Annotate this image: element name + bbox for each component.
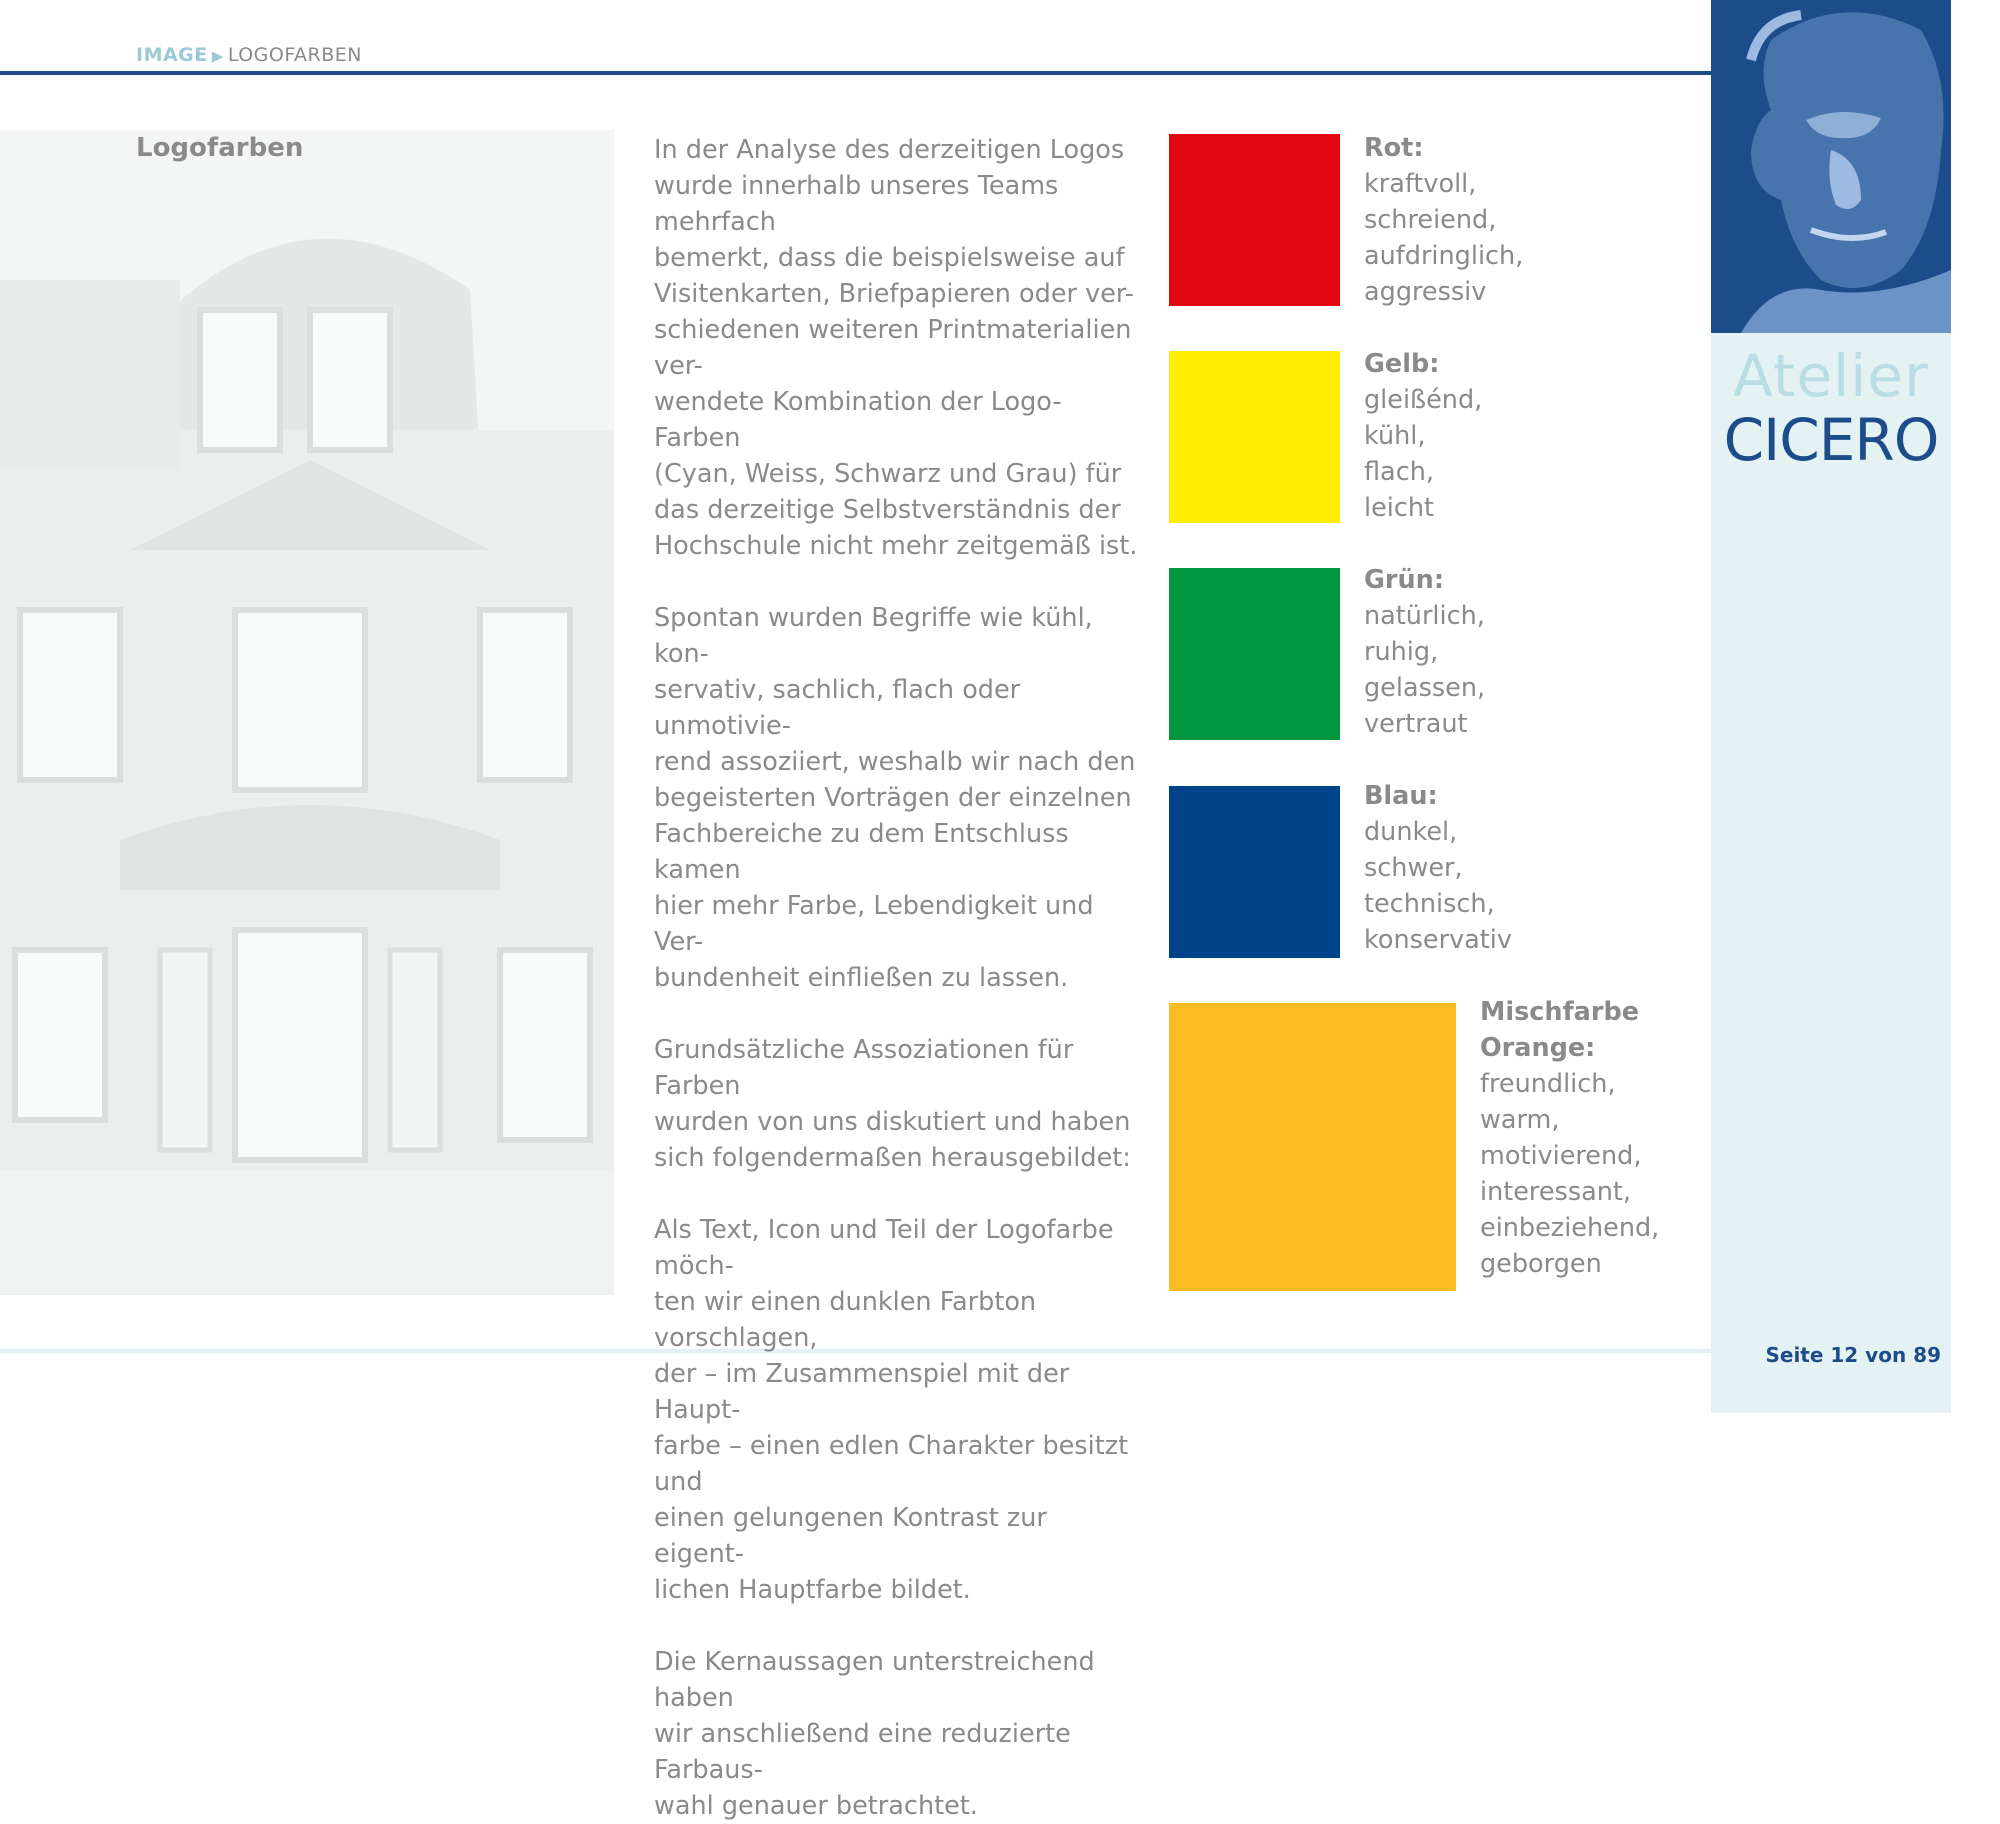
- color-desc-orange: freundlich, warm, motivierend, interessant, einbeziehend, geborgen: [1480, 1069, 1660, 1279]
- section-heading: Logofarben: [136, 133, 304, 163]
- label-yellow: [1364, 346, 1482, 526]
- swatch-red: [1169, 134, 1340, 306]
- breadcrumb-arrow-icon: ▶: [211, 47, 224, 65]
- color-name-green: Grün:: [1364, 565, 1445, 595]
- breadcrumb-section: IMAGE: [136, 44, 208, 66]
- label-red: [1364, 130, 1523, 310]
- page-number: Seite 12 von 89: [1765, 1343, 1941, 1367]
- label-blue: [1364, 778, 1512, 958]
- brand-cicero: CICERO: [1723, 406, 1939, 474]
- cicero-portrait-image: [1711, 0, 1951, 333]
- label-orange: [1480, 994, 1659, 1282]
- breadcrumb: [136, 44, 362, 66]
- color-desc-red: kraftvoll, schreiend, aufdringlich, aggressiv: [1364, 169, 1524, 307]
- paragraph-discussion: Grundsätzliche Assoziationen für Farben wurden von uns diskutiert und haben sich folgendermaßen herausgebildet:: [654, 1035, 1131, 1173]
- swatch-orange: [1169, 1003, 1456, 1291]
- color-desc-yellow: gleißénd, kühl, flach, leicht: [1364, 385, 1483, 523]
- body-text: [654, 132, 1144, 1824]
- color-name-red: Rot:: [1364, 133, 1424, 163]
- color-name-orange: Mischfarbe Orange:: [1480, 997, 1639, 1063]
- color-desc-blue: dunkel, schwer, technisch, konservativ: [1364, 817, 1512, 955]
- building-background-image: [0, 130, 614, 1295]
- brand-atelier: Atelier: [1733, 342, 1929, 410]
- paragraph-analysis: In der Analyse des derzeitigen Logos wurde innerhalb unseres Teams mehrfach bemerkt, dass die beispielsweise auf Visitenkarten, Briefpapieren oder ver- schiedenen weiteren Printmaterialien ver- wendete Kombination der Logo-Farben (Cyan, Weiss, Schwarz und Grau) für das derzeitige Selbstverständnis der Hochschule nicht mehr zeitgemäß ist.: [654, 135, 1138, 561]
- paragraph-proposal: Als Text, Icon und Teil der Logofarbe möch- ten wir einen dunklen Farbton vorschlagen, der – im Zusammenspiel mit der Haupt- farbe – einen edlen Charakter besitzt und einen gelungenen Kontrast zur eigent- lichen Hauptfarbe bildet.: [654, 1215, 1129, 1605]
- swatch-blue: [1169, 786, 1340, 958]
- paragraph-summary: Die Kernaussagen unterstreichend haben wir anschließend eine reduzierte Farbaus- wahl genauer betrachtet.: [654, 1647, 1095, 1821]
- label-green: [1364, 562, 1485, 742]
- swatch-green: [1169, 568, 1340, 740]
- header-rule: [0, 71, 1711, 75]
- swatch-yellow: [1169, 351, 1340, 523]
- color-desc-green: natürlich, ruhig, gelassen, vertraut: [1364, 601, 1486, 739]
- color-name-yellow: Gelb:: [1364, 349, 1440, 379]
- breadcrumb-current: LOGOFARBEN: [227, 44, 362, 66]
- color-name-blue: Blau:: [1364, 781, 1438, 811]
- paragraph-associations: Spontan wurden Begriffe wie kühl, kon- servativ, sachlich, flach oder unmotivie- rend assoziiert, weshalb wir nach den begeisterten Vorträgen der einzelnen Fachbereiche zu dem Entschluss kamen hier mehr Farbe, Lebendigkeit und Ver- bundenheit einfließen zu lassen.: [654, 603, 1136, 993]
